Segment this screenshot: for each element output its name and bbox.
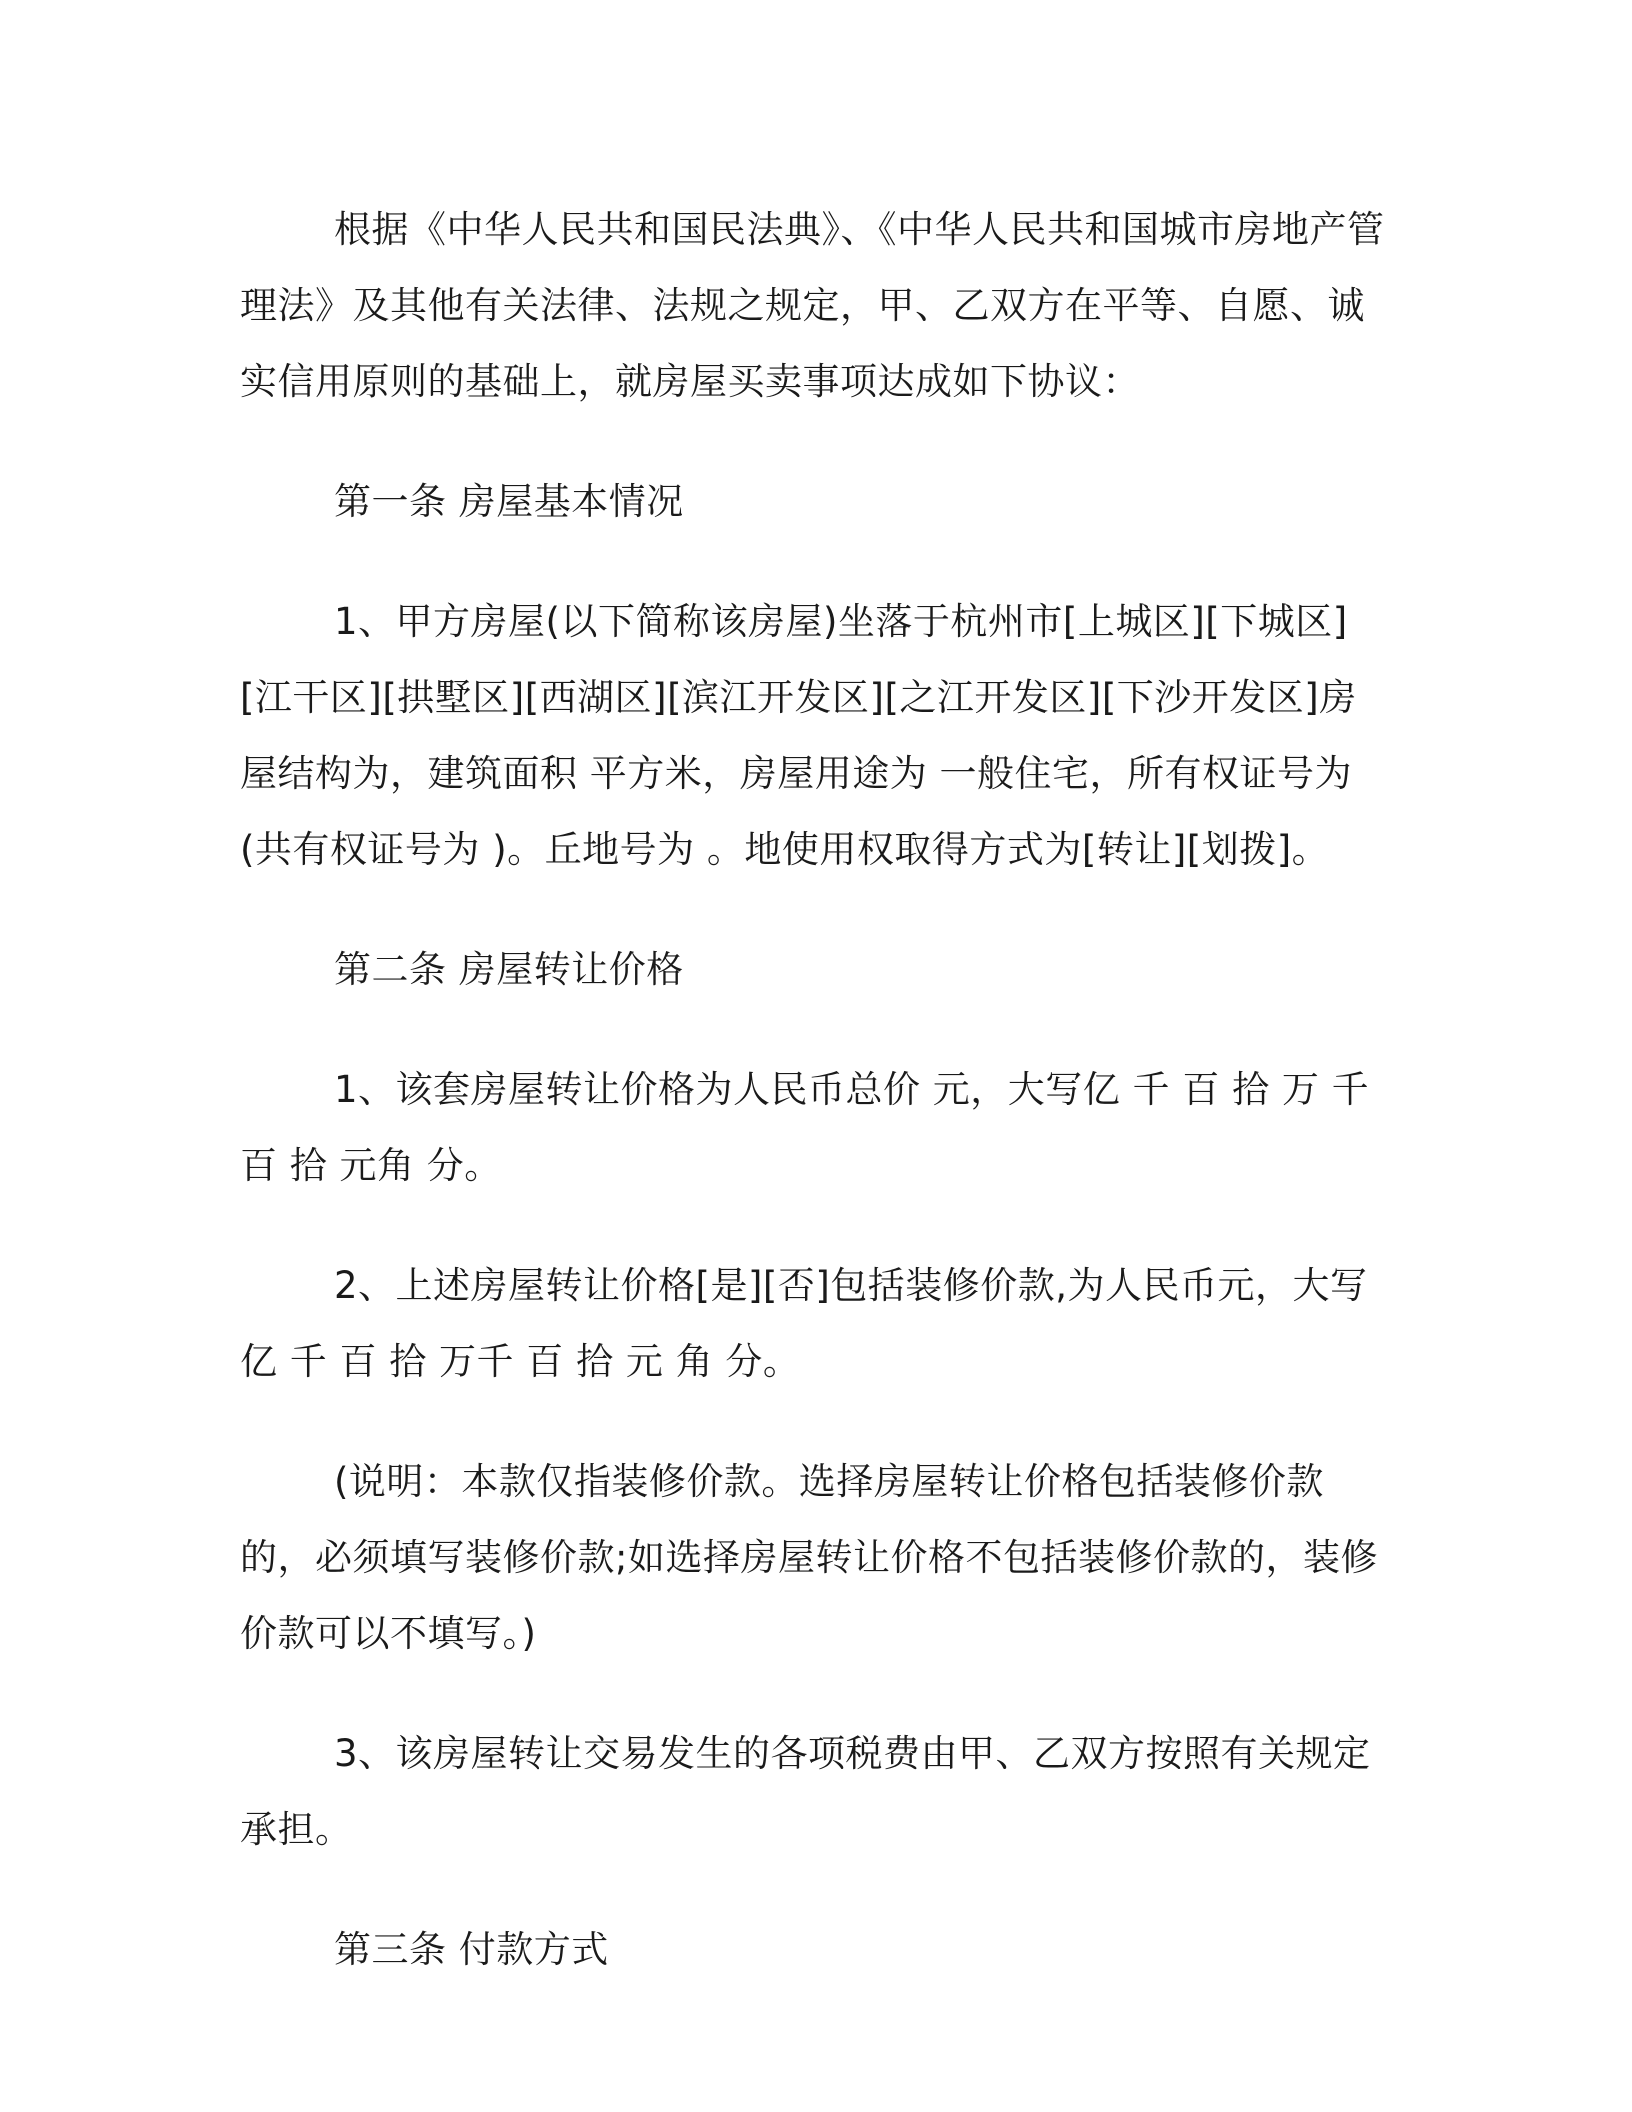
article-2-clause-1: 1、该套房屋转让价格为人民币总价 元，大写亿 千 百 拾 万 千 百 拾 元角 分。	[240, 1068, 1370, 1187]
document-body	[240, 192, 1390, 2032]
article-3-heading: 第三条 付款方式	[334, 1928, 609, 1971]
preamble-paragraph: 根据《中华人民共和国民法典》、《中华人民共和国城市房地产管理法》及其他有关法律、法规之规定，甲、乙双方在平等、自愿、诚实信用原则的基础上，就房屋买卖事项达成如下协议：	[240, 208, 1385, 403]
article-2-note: (说明：本款仅指装修价款。选择房屋转让价格包括装修价款的，必须填写装修价款;如选择房屋转让价格不包括装修价款的，装修价款可以不填写。)	[240, 1460, 1378, 1655]
article-1-heading: 第一条 房屋基本情况	[334, 480, 684, 523]
article-2-heading: 第二条 房屋转让价格	[334, 948, 684, 991]
article-2-clause-3: 3、该房屋转让交易发生的各项税费由甲、乙双方按照有关规定承担。	[240, 1732, 1371, 1851]
article-2-clause-2: 2、上述房屋转让价格[是][否]包括装修价款,为人民币元，大写亿 千 百 拾 万千 百 拾 元 角 分。	[240, 1264, 1368, 1383]
article-1-clause-1: 1、甲方房屋(以下简称该房屋)坐落于杭州市[上城区][下城区][江干区][拱墅区][西湖区][滨江开发区][之江开发区][下沙开发区]房屋结构为，建筑面积 平方米，房屋用途为 一般住宅，所有权证号为(共有权证号为 )。丘地号为 。地使用权取得方式为[转让][划拨]。	[240, 600, 1357, 871]
